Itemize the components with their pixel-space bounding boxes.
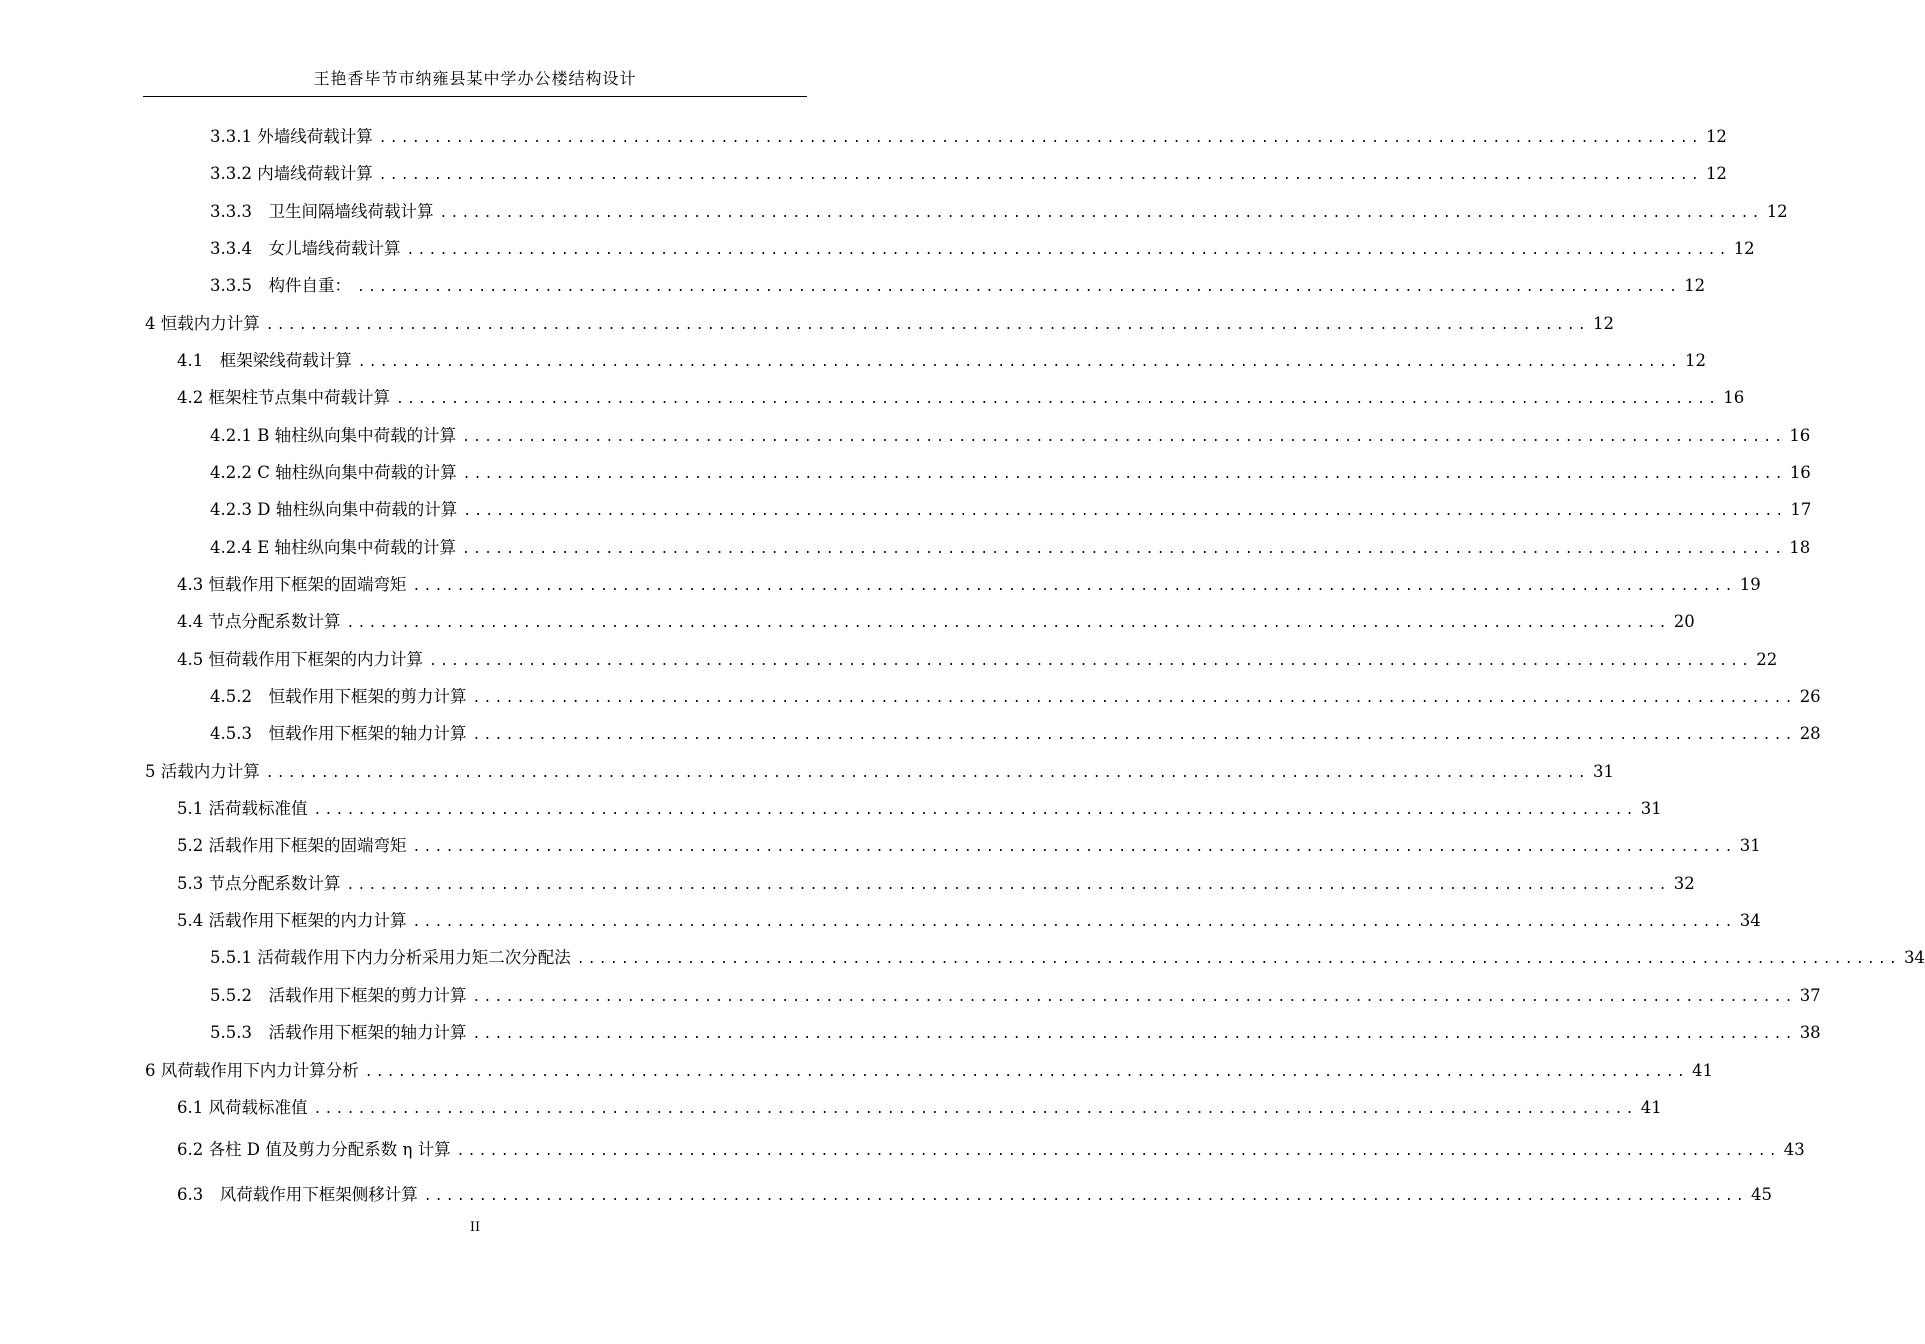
toc-leader-dots: ........................................................................................................................ xyxy=(429,654,1753,669)
toc-entry[interactable] xyxy=(210,685,1821,709)
toc-leader-dots: ........................................................................................................................ xyxy=(265,318,1589,333)
toc-entry[interactable] xyxy=(210,162,1727,186)
toc-entry-page: 41 xyxy=(1691,1061,1713,1080)
toc-entry-title: 6.1 风荷载标准值 xyxy=(177,1098,308,1117)
toc-entry-title: 5.1 活荷载标准值 xyxy=(177,799,308,818)
toc-leader-dots: ........................................................................................................................ xyxy=(456,1144,1780,1159)
toc-leader-dots: ........................................................................................................................ xyxy=(462,467,1786,482)
toc-entry-page: 34 xyxy=(1739,911,1761,930)
toc-leader-dots: ........................................................................................................................ xyxy=(265,766,1589,781)
page-number: II xyxy=(469,1220,481,1235)
toc-entry-title: 4.2.3 D 轴柱纵向集中荷载的计算 xyxy=(210,500,458,519)
toc-leader-dots: ........................................................................................................................ xyxy=(346,616,1670,631)
toc-entry-page: 32 xyxy=(1673,874,1695,893)
toc-entry-page: 17 xyxy=(1790,500,1812,519)
toc-entry-page: 22 xyxy=(1756,650,1778,669)
toc-leader-dots: ........................................................................................................................ xyxy=(313,803,1637,818)
toc-entry-title: 4.5 恒荷载作用下框架的内力计算 xyxy=(177,650,423,669)
toc-entry-page: 12 xyxy=(1684,351,1706,370)
toc-entry[interactable] xyxy=(177,386,1745,410)
toc-leader-dots: ........................................................................................................................ xyxy=(406,243,1730,258)
toc-entry[interactable] xyxy=(177,648,1778,672)
toc-leader-dots: ........................................................................................................................ xyxy=(423,1189,1747,1204)
toc-entry-page: 41 xyxy=(1640,1098,1662,1117)
toc-entry-page: 12 xyxy=(1733,239,1755,258)
toc-entry[interactable] xyxy=(210,984,1821,1008)
toc-entry[interactable] xyxy=(210,722,1821,746)
toc-entry[interactable] xyxy=(177,1138,1805,1162)
toc-leader-dots: ........................................................................................................................ xyxy=(472,691,1796,706)
toc-entry-page: 45 xyxy=(1750,1185,1772,1204)
toc-entry-title: 5.2 活载作用下框架的固端弯矩 xyxy=(177,836,407,855)
toc-entry[interactable] xyxy=(210,946,1925,970)
toc-entry-page: 31 xyxy=(1640,799,1662,818)
toc-entry-title: 4.1 框架梁线荷载计算 xyxy=(177,351,352,370)
toc-entry[interactable] xyxy=(177,909,1761,933)
toc-leader-dots: ........................................................................................................................ xyxy=(472,1027,1796,1042)
toc-entry-title: 4.2.4 E 轴柱纵向集中荷载的计算 xyxy=(210,538,457,557)
toc-entry-title: 5.4 活载作用下框架的内力计算 xyxy=(177,911,407,930)
toc-entry[interactable] xyxy=(145,760,1614,784)
toc-leader-dots: ........................................................................................................................ xyxy=(412,579,1736,594)
toc-leader-dots: ........................................................................................................................ xyxy=(357,355,1681,370)
toc-entry[interactable] xyxy=(210,1021,1821,1045)
toc-entry-page: 18 xyxy=(1789,538,1811,557)
toc-entry-title: 3.3.5 构件自重： xyxy=(210,276,351,295)
toc-entry-page: 26 xyxy=(1799,687,1821,706)
toc-entry-page: 16 xyxy=(1789,463,1811,482)
toc-leader-dots: ........................................................................................................................ xyxy=(463,504,1787,519)
toc-entry-page: 38 xyxy=(1799,1023,1821,1042)
toc-entry-title: 4.2 框架柱节点集中荷载计算 xyxy=(177,388,390,407)
toc-entry-page: 16 xyxy=(1723,388,1745,407)
toc-leader-dots: ........................................................................................................................ xyxy=(462,430,1786,445)
toc-leader-dots: ........................................................................................................................ xyxy=(412,840,1736,855)
running-header: 王艳香毕节市纳雍县某中学办公楼结构设计 xyxy=(313,69,637,88)
toc-entry-title: 4.3 恒载作用下框架的固端弯矩 xyxy=(177,575,407,594)
toc-entry-page: 31 xyxy=(1739,836,1761,855)
toc-leader-dots: ........................................................................................................................ xyxy=(313,1102,1637,1117)
toc-leader-dots: ........................................................................................................................ xyxy=(378,168,1702,183)
toc-leader-dots: ........................................................................................................................ xyxy=(346,878,1670,893)
toc-entry-title: 4.2.1 B 轴柱纵向集中荷载的计算 xyxy=(210,426,457,445)
toc-entry[interactable] xyxy=(210,237,1755,261)
toc-entry[interactable] xyxy=(177,797,1662,821)
toc-entry-title: 6.3 风荷载作用下框架侧移计算 xyxy=(177,1185,418,1204)
toc-entry[interactable] xyxy=(177,1183,1772,1207)
toc-leader-dots: ........................................................................................................................ xyxy=(576,952,1900,967)
toc-leader-dots: ........................................................................................................................ xyxy=(396,392,1720,407)
toc-entry-page: 12 xyxy=(1705,164,1727,183)
toc-entry[interactable] xyxy=(177,610,1695,634)
toc-entry-title: 3.3.1 外墙线荷载计算 xyxy=(210,127,373,146)
toc-entry[interactable] xyxy=(177,349,1706,373)
toc-entry-title: 4.4 节点分配系数计算 xyxy=(177,612,341,631)
toc-entry-title: 3.3.4 女儿墙线荷载计算 xyxy=(210,239,401,258)
toc-entry-page: 16 xyxy=(1789,426,1811,445)
toc-leader-dots: ........................................................................................................................ xyxy=(439,206,1763,221)
toc-entry-title: 3.3.2 内墙线荷载计算 xyxy=(210,164,373,183)
toc-entry[interactable] xyxy=(177,872,1695,896)
toc-entry-title: 4.5.2 恒载作用下框架的剪力计算 xyxy=(210,687,467,706)
toc-entry-page: 12 xyxy=(1592,314,1614,333)
toc-leader-dots: ........................................................................................................................ xyxy=(378,131,1702,146)
toc-entry-page: 12 xyxy=(1766,202,1788,221)
toc-entry[interactable] xyxy=(145,1059,1713,1083)
toc-entry[interactable] xyxy=(210,424,1811,448)
toc-entry[interactable] xyxy=(210,498,1812,522)
toc-entry[interactable] xyxy=(210,274,1706,298)
toc-entry[interactable] xyxy=(210,461,1811,485)
toc-entry-page: 12 xyxy=(1705,127,1727,146)
toc-entry[interactable] xyxy=(177,1096,1662,1120)
toc-entry-title: 5.3 节点分配系数计算 xyxy=(177,874,341,893)
toc-entry-page: 28 xyxy=(1799,724,1821,743)
toc-entry-page: 19 xyxy=(1739,575,1761,594)
toc-entry[interactable] xyxy=(210,200,1788,224)
toc-entry-page: 20 xyxy=(1673,612,1695,631)
toc-leader-dots: ........................................................................................................................ xyxy=(462,542,1786,557)
toc-leader-dots: ........................................................................................................................ xyxy=(356,280,1681,295)
toc-leader-dots: ........................................................................................................................ xyxy=(472,728,1796,743)
toc-entry-page: 31 xyxy=(1592,762,1614,781)
toc-entry[interactable] xyxy=(177,573,1761,597)
toc-entry-title: 5.5.2 活载作用下框架的剪力计算 xyxy=(210,986,467,1005)
toc-entry-title: 5 活载内力计算 xyxy=(145,762,260,781)
toc-entry-title: 6.2 各柱 D 值及剪力分配系数 η 计算 xyxy=(177,1140,451,1159)
toc-entry[interactable] xyxy=(210,125,1727,149)
toc-entry-page: 43 xyxy=(1783,1140,1805,1159)
toc-entry-page: 12 xyxy=(1684,276,1706,295)
toc-entry[interactable] xyxy=(210,536,1811,560)
toc-entry-title: 3.3.3 卫生间隔墙线荷载计算 xyxy=(210,202,434,221)
toc-leader-dots: ........................................................................................................................ xyxy=(364,1065,1688,1080)
toc-leader-dots: ........................................................................................................................ xyxy=(472,990,1796,1005)
toc-entry-page: 34 xyxy=(1903,948,1925,967)
toc-leader-dots: ........................................................................................................................ xyxy=(412,915,1736,930)
toc-entry-title: 4 恒载内力计算 xyxy=(145,314,260,333)
toc-entry-title: 6 风荷载作用下内力计算分析 xyxy=(145,1061,359,1080)
toc-entry-title: 5.5.1 活荷载作用下内力分析采用力矩二次分配法 xyxy=(210,948,571,967)
toc-entry-title: 4.2.2 C 轴柱纵向集中荷载的计算 xyxy=(210,463,457,482)
toc-entry-page: 37 xyxy=(1799,986,1821,1005)
toc-entry[interactable] xyxy=(145,312,1614,336)
toc-entry-title: 5.5.3 活载作用下框架的轴力计算 xyxy=(210,1023,467,1042)
toc-entry-title: 4.5.3 恒载作用下框架的轴力计算 xyxy=(210,724,467,743)
toc-entry[interactable] xyxy=(177,834,1761,858)
